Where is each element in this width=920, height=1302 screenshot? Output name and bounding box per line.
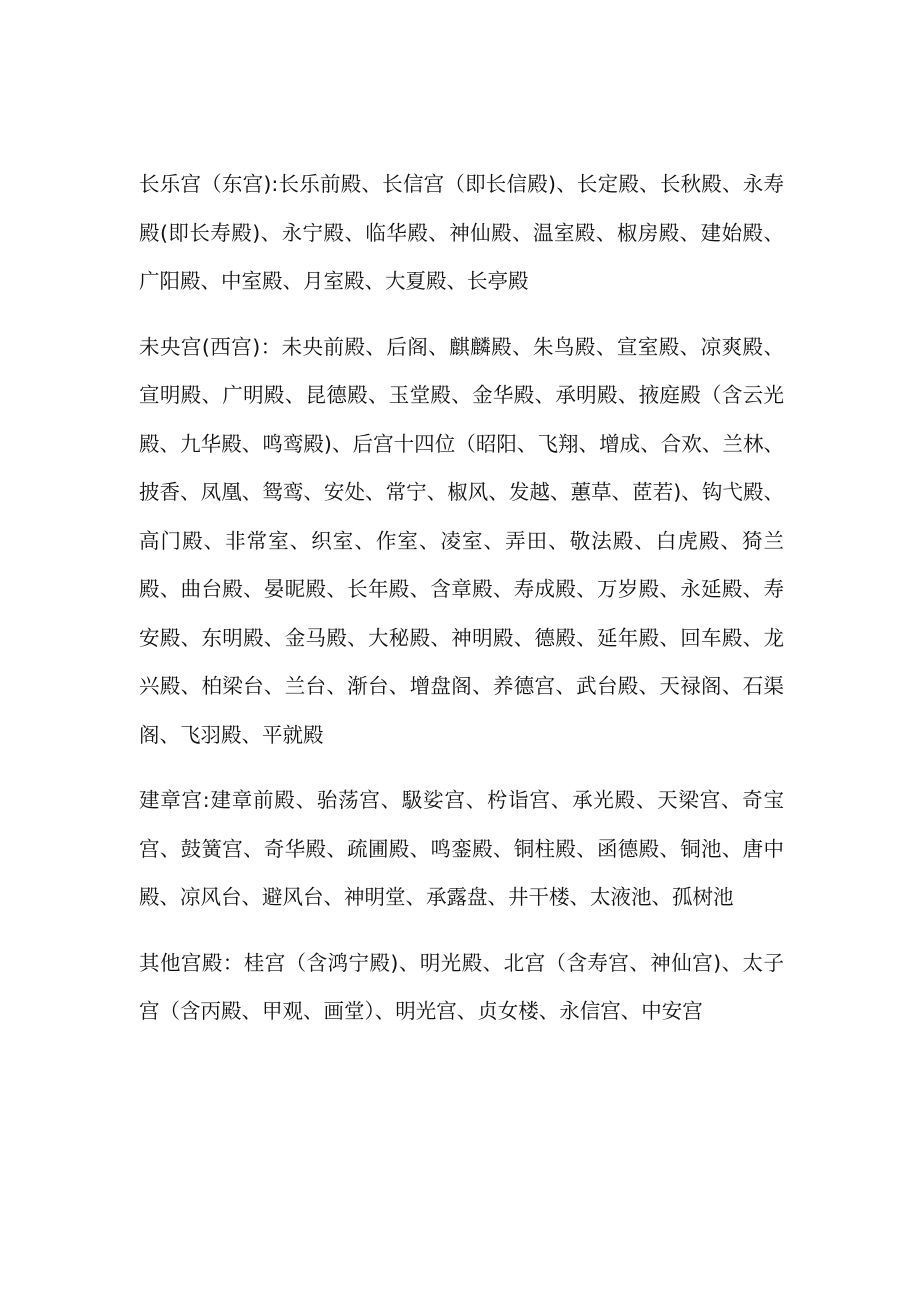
paragraph-changle-palace: 长乐宫（东宫):长乐前殿、长信宫（即长信殿)、长定殿、长秋殿、永寿殿(即长寿殿)、永宁殿、临华殿、神仙殿、温室殿、椒房殿、建始殿、广阳殿、中室殿、月室殿、大夏殿、长亭殿 [139, 172, 784, 293]
paragraph-jianzhang-palace: 建章宫:建章前殿、骀荡宫、馺娑宫、枍诣宫、承光殿、天梁宫、奇宝宫、鼓簧宫、奇华殿、疏圃殿、鸣銮殿、铜柱殿、函德殿、铜池、唐中殿、凉风台、避风台、神明堂、承露盘、井干楼、太液池、孤树池 [139, 788, 784, 909]
paragraph-weiyang-palace: 未央宫(西宫)：未央前殿、后阁、麒麟殿、朱鸟殿、宣室殿、凉爽殿、宣明殿、广明殿、昆德殿、玉堂殿、金华殿、承明殿、掖庭殿（含云光殿、九华殿、鸣鸾殿)、后宫十四位（昭阳、飞翔、增成、合欢、兰林、披香、凤凰、鸳鸾、安处、常宁、椒风、发越、蕙草、茝若)、钩弋殿、高门殿、非常室、织室、作室、凌室、弄田、敬法殿、白虎殿、猗兰殿、曲台殿、晏昵殿、长年殿、含章殿、寿成殿、万岁殿、永延殿、寿安殿、东明殿、金马殿、大秘殿、神明殿、德殿、延年殿、回车殿、龙兴殿、柏梁台、兰台、渐台、增盘阁、养德宫、武台殿、天禄阁、石渠阁、飞羽殿、平就殿 [139, 334, 784, 747]
document-body [139, 160, 784, 1036]
paragraph-other-palaces: 其他宫殿：桂宫（含鸿宁殿)、明光殿、北宫（含寿宫、神仙宫)、太子宫（含丙殿、甲观、画堂）、明光宫、贞女楼、永信宫、中安宫 [139, 950, 784, 1023]
